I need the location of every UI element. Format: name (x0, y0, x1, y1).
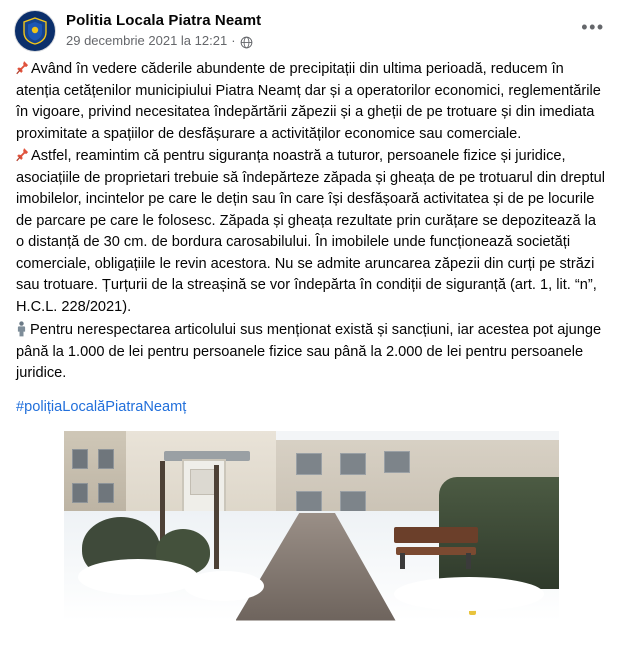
post-timestamp[interactable]: 29 decembrie 2021 la 12:21 (66, 33, 228, 48)
police-crest-icon (22, 17, 48, 45)
photo-snow-mound (78, 559, 198, 595)
post-meta (66, 32, 578, 49)
photo-snow-mound (394, 577, 544, 611)
post-photo-container (0, 431, 622, 621)
post-paragraph-1 (16, 58, 606, 145)
post-header-text (66, 10, 578, 49)
photo-bench (394, 527, 478, 569)
post-paragraph-3 (16, 318, 606, 385)
page-name[interactable]: Politia Locala Piatra Neamt (66, 12, 262, 29)
post-paragraph-1-text: Având în vedere căderile abundente de precipitații din ultima perioadă, reducem în atenția cetățenilor municipiului Piatra Neamț dar și a operatorilor economici, reglementările în vigoare, privind necesitatea îndepărtării zăpezii și a gheții de pe trotuare și din imediata proximitate a spațiilor de desfășurare a activităților economice sau comerciale. (16, 61, 601, 142)
photo-snow-mound (184, 571, 264, 601)
post-paragraph-3-text: Pentru nerespectarea articolului sus menționat există și sancțiuni, iar acestea pot ajunge până la 1.000 de lei pentru persoanele fizice sau până la 2.000 de lei pentru persoanele juridice. (16, 322, 602, 381)
meta-separator: · (231, 33, 236, 48)
hashtag-link[interactable]: #polițiaLocalăPiatraNeamț (16, 398, 187, 415)
photo-tree-trunk (214, 465, 219, 569)
post-paragraph-2 (16, 145, 606, 318)
post-more-options-button[interactable]: ••• (581, 17, 605, 37)
avatar[interactable] (14, 10, 56, 52)
person-icon (16, 321, 27, 337)
post-body (0, 56, 622, 418)
pushpin-icon (16, 147, 29, 162)
photo-roof-snow (276, 431, 559, 440)
post-paragraph-2-text: Astfel, reamintim că pentru siguranța noastră a tuturor, persoanele fizice și juridice, asociațiile de proprietari trebuie să îndepărteze zăpada și gheața de pe trotuarul din dreptul imobilelor, incintelor pe care le dețin sau în care își desfășoară activitatea și de pe locurile de parcare pe care le folosesc. Zăpada și gheața rezultate prin curățare se depozitează la o distanță de 30 cm. de bordura carosabilului. În imobilele unde funcționează societăți comerciale, obligațiile le revin acestora. Nu se admite aruncarea zăpezii din curți pe străzi sau trotuare. Țurțurii de la streașină se vor îndepărta în condiții de siguranță (art. 1, lit. “n”, H.C.L. 228/2021). (16, 148, 605, 315)
post-photo[interactable] (64, 431, 559, 621)
pushpin-icon (16, 60, 29, 75)
globe-icon (240, 36, 253, 49)
post-header (0, 0, 622, 56)
